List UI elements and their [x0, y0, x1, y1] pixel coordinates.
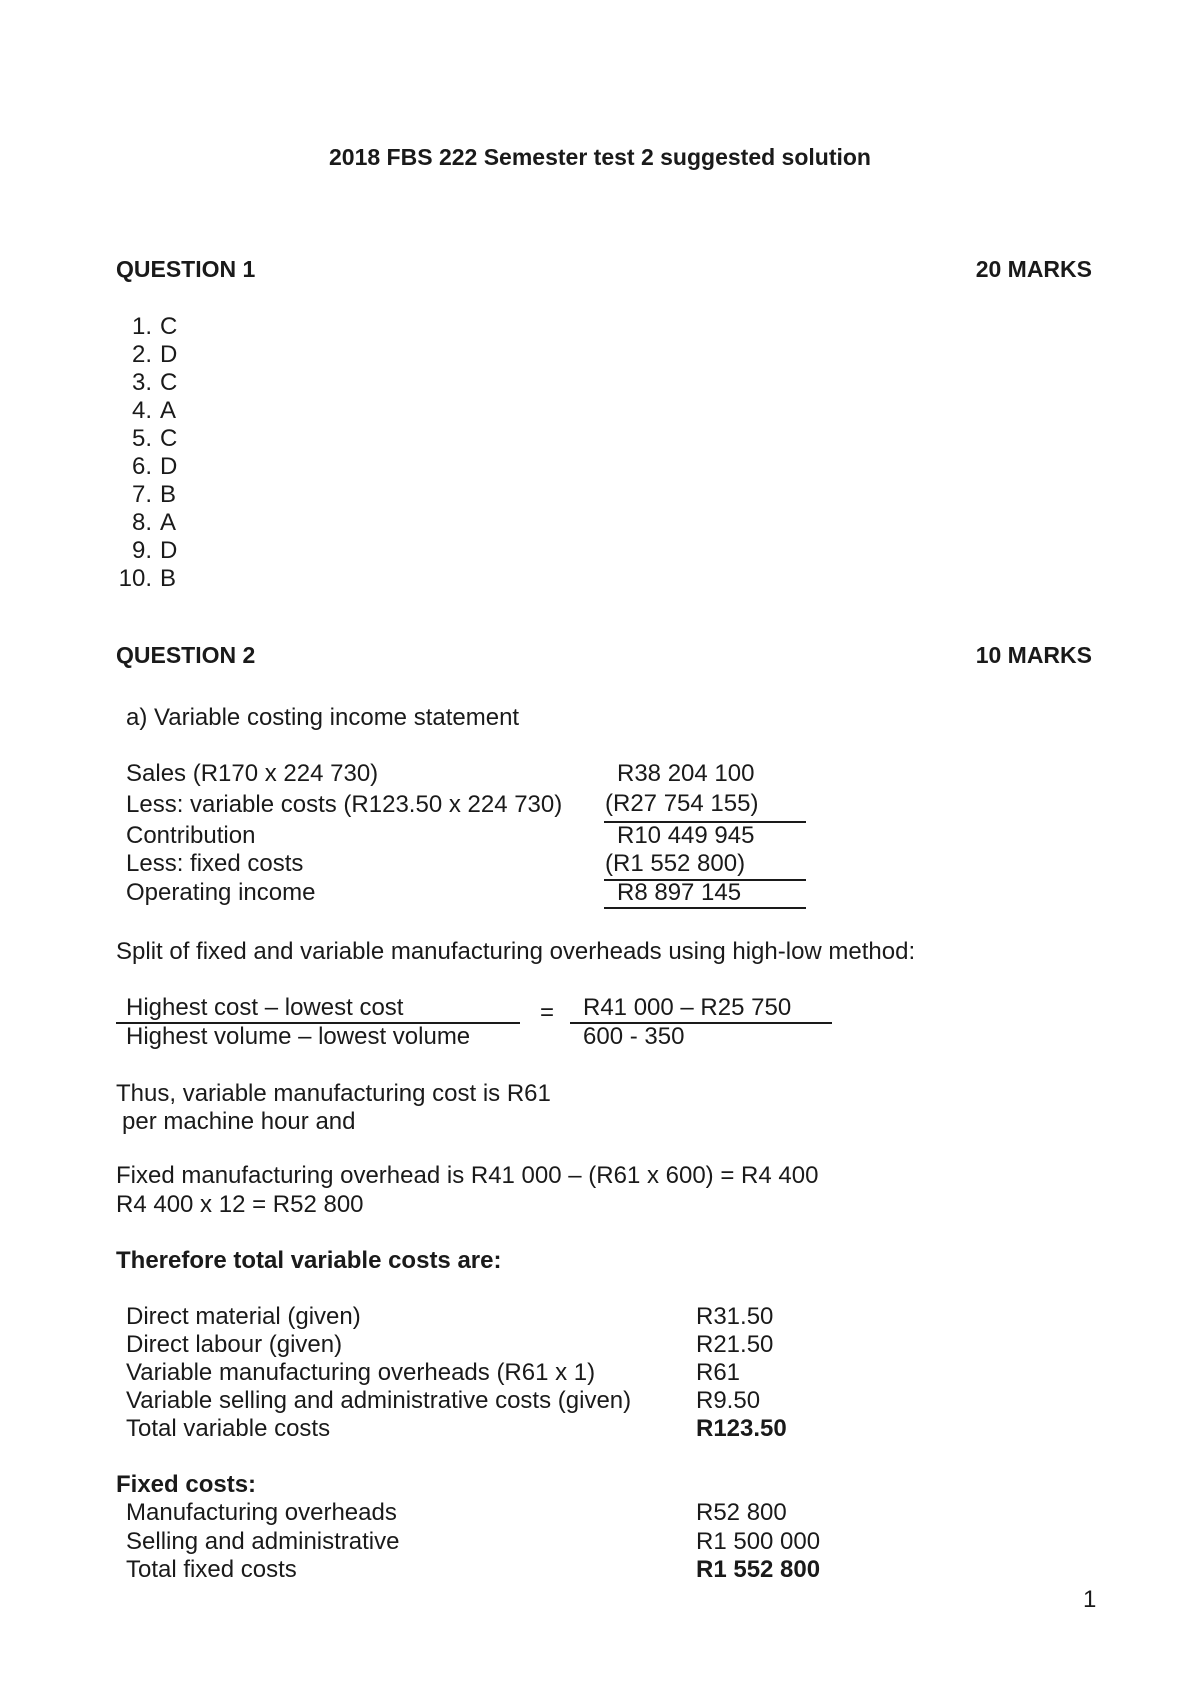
answer-item	[116, 399, 176, 423]
cost-row-value: R9.50	[696, 1387, 761, 1414]
answer-number: 4.	[131, 397, 152, 424]
cost-row-value: R1 500 000	[696, 1528, 821, 1555]
question-2-label: QUESTION 2	[116, 642, 256, 668]
fixed-overhead-annual: R4 400 x 12 = R52 800	[116, 1191, 364, 1218]
variable-cost-result-cont: per machine hour and	[122, 1108, 356, 1135]
cost-row-value: R61	[696, 1359, 741, 1386]
answer-letter: C	[160, 313, 178, 340]
answer-letter: B	[160, 481, 177, 508]
answer-item	[116, 455, 177, 479]
fixed-costs-heading: Fixed costs:	[116, 1471, 257, 1498]
answer-item	[116, 343, 177, 367]
income-row-value: R8 897 145	[617, 879, 742, 906]
answer-item	[116, 511, 176, 535]
cost-row-label: Direct material (given)	[126, 1303, 361, 1330]
answer-number: 1.	[131, 313, 152, 340]
question-1-label: QUESTION 1	[116, 256, 256, 282]
fixed-overhead-calc: Fixed manufacturing overhead is R41 000 – (R61 x 600) = R4 400	[116, 1162, 819, 1189]
answer-letter: C	[160, 425, 178, 452]
total-row-value: R123.50	[696, 1415, 787, 1442]
formula-numerator: Highest cost – lowest cost	[126, 994, 404, 1021]
formula-denominator: Highest volume – lowest volume	[126, 1023, 471, 1050]
answer-item	[116, 567, 176, 591]
income-row-label: Less: variable costs (R123.50 x 224 730)	[126, 791, 563, 818]
answer-number: 9.	[131, 537, 152, 564]
income-row-value: R10 449 945	[617, 822, 755, 849]
answer-number: 10.	[118, 565, 152, 592]
cost-row-value: R31.50	[696, 1303, 774, 1330]
answer-letter: B	[160, 565, 177, 592]
answer-number: 7.	[131, 481, 152, 508]
income-row-label: Sales (R170 x 224 730)	[126, 760, 379, 787]
answer-letter: A	[160, 509, 177, 536]
income-row-value: (R1 552 800)	[605, 850, 746, 877]
total-row-label: Total fixed costs	[126, 1556, 297, 1583]
answer-item	[116, 315, 177, 339]
answer-item	[116, 371, 177, 395]
split-heading: Split of fixed and variable manufacturing overheads using high-low method:	[116, 938, 916, 965]
answer-number: 2.	[131, 341, 152, 368]
formula-value-numerator: R41 000 – R25 750	[583, 994, 792, 1021]
total-row-label: Total variable costs	[126, 1415, 331, 1442]
page-number: 1	[1083, 1586, 1097, 1613]
answer-item	[116, 427, 177, 451]
answer-item	[116, 483, 176, 507]
page-title: 2018 FBS 222 Semester test 2 suggested solution	[329, 144, 871, 170]
answer-letter: D	[160, 341, 178, 368]
part-a-heading: a) Variable costing income statement	[126, 704, 520, 731]
answer-number: 8.	[131, 509, 152, 536]
cost-row-label: Variable manufacturing overheads (R61 x 1)	[126, 1359, 596, 1386]
total-rule	[604, 907, 806, 909]
cost-row-label: Direct labour (given)	[126, 1331, 343, 1358]
formula-value-denominator: 600 - 350	[583, 1023, 685, 1050]
question-1-marks: 20 MARKS	[975, 256, 1092, 282]
answer-number: 3.	[131, 369, 152, 396]
cost-row-value: R52 800	[696, 1499, 787, 1526]
income-row-label: Less: fixed costs	[126, 850, 304, 877]
cost-row-label: Variable selling and administrative costs (given)	[126, 1387, 632, 1414]
cost-row-label: Selling and administrative	[126, 1528, 400, 1555]
income-row-value: R38 204 100	[617, 760, 755, 787]
answer-number: 5.	[131, 425, 152, 452]
question-2-marks: 10 MARKS	[975, 642, 1092, 668]
answer-letter: A	[160, 397, 177, 424]
equals-sign: =	[540, 999, 555, 1026]
income-row-label: Contribution	[126, 822, 256, 849]
answer-letter: D	[160, 453, 178, 480]
cost-row-label: Manufacturing overheads	[126, 1499, 397, 1526]
answer-letter: C	[160, 369, 178, 396]
variable-cost-result: Thus, variable manufacturing cost is R61	[116, 1080, 551, 1107]
answer-letter: D	[160, 537, 178, 564]
answer-number: 6.	[131, 453, 152, 480]
cost-row-value: R21.50	[696, 1331, 774, 1358]
total-row-value: R1 552 800	[696, 1556, 821, 1583]
total-variable-heading: Therefore total variable costs are:	[116, 1247, 502, 1274]
income-row-value: (R27 754 155)	[605, 790, 759, 817]
answer-item	[116, 539, 177, 563]
income-row-label: Operating income	[126, 879, 316, 906]
